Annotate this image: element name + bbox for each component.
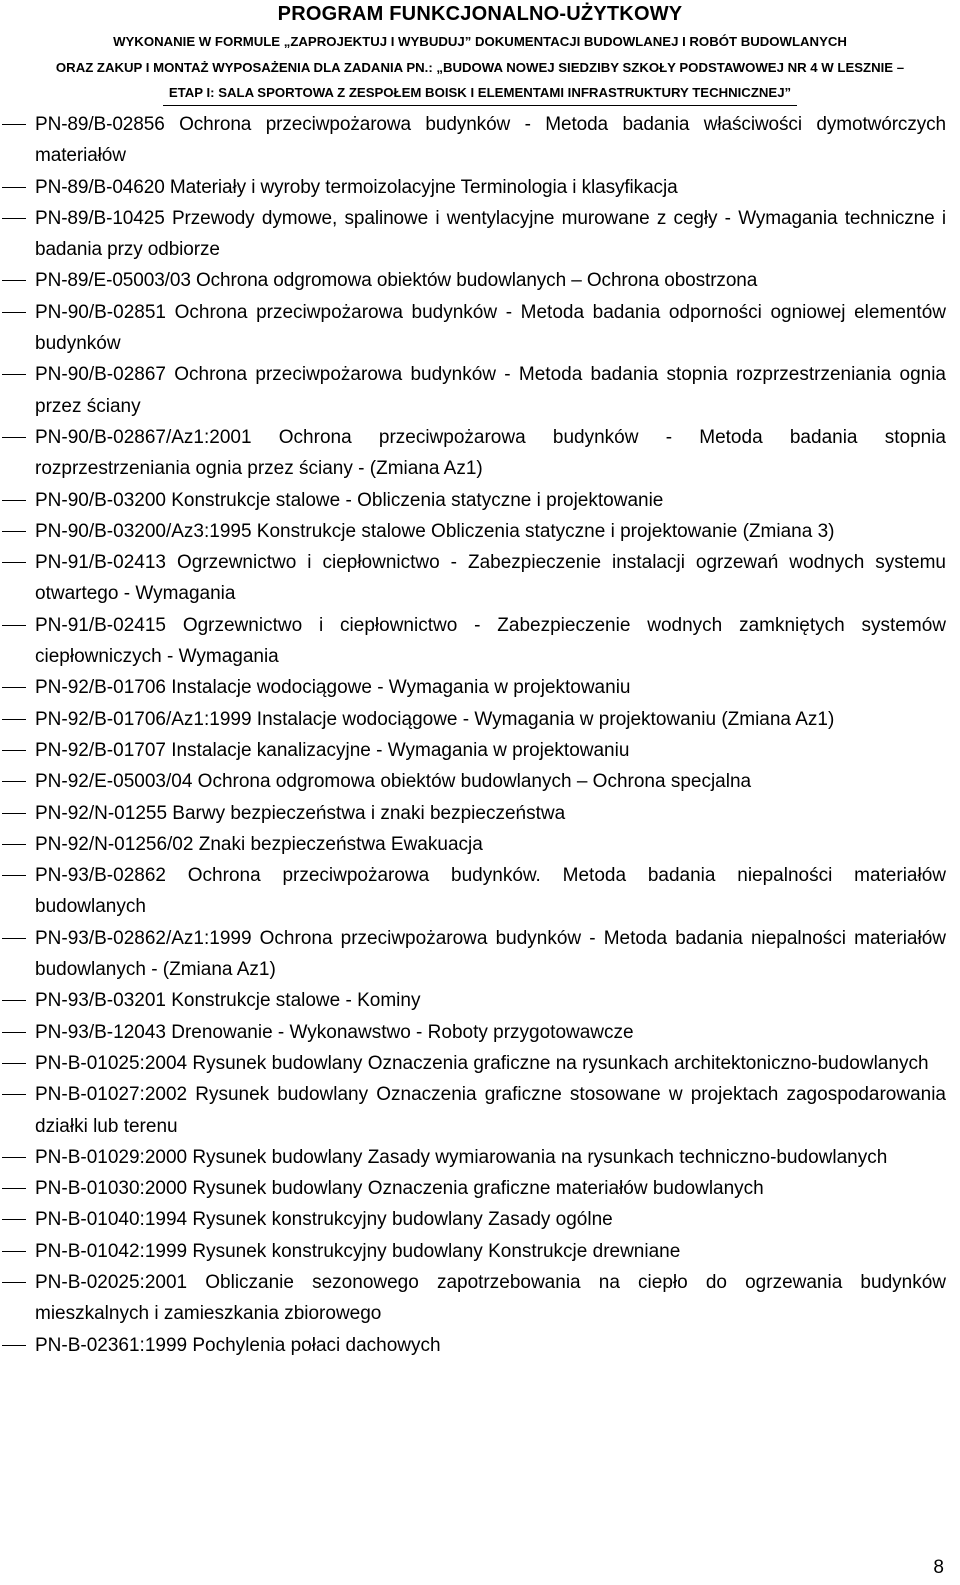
dash-bullet [2,1345,26,1346]
list-item-text: PN-92/B-01707 Instalacje kanalizacyjne - Wymagania w projektowaniu [35,739,630,761]
dash-bullet [2,938,26,939]
list-item-text: PN-B-01025:2004 Rysunek budowlany Oznaczenia graficzne na rysunkach architektoniczno-budowlanych [35,1052,929,1074]
list-item-text: PN-93/B-03201 Konstrukcje stalowe - Kominy [35,990,421,1012]
list-item-text: PN-B-01030:2000 Rysunek budowlany Oznaczenia graficzne materiałów budowlanych [35,1178,764,1200]
dash-bullet [2,1157,26,1158]
list-item-text: PN-B-01042:1999 Rysunek konstrukcyjny budowlany Konstrukcje drewniane [35,1240,681,1262]
list-item [0,704,960,735]
list-item [0,735,960,766]
dash-bullet [2,687,26,688]
list-item-text: PN-93/B-02862/Az1:1999 Ochrona przeciwpożarowa budynków - Metoda badania niepalności materiałów budowlanych - (Zmiana Az1) [35,927,946,981]
list-item [0,1330,960,1361]
list-item [0,766,960,797]
list-item-text: PN-90/B-02867 Ochrona przeciwpożarowa budynków - Metoda badania stopnia rozprzestrzeniania ognia przez ściany [35,364,946,417]
dash-bullet [2,124,26,125]
list-item-text: PN-90/B-02867/Az1:2001 Ochrona przeciwpożarowa budynków - Metoda badania stopnia rozprzestrzeniania ognia przez ściany - (Zmiana Az1) [35,426,946,480]
list-item-text: PN-93/B-12043 Drenowanie - Wykonawstwo - Roboty przygotowawcze [35,1021,634,1043]
list-item [0,265,960,296]
dash-bullet [2,531,26,532]
dash-bullet [2,500,26,501]
list-item [0,798,960,829]
dash-bullet [2,1094,26,1095]
dash-bullet [2,750,26,751]
list-item [0,829,960,860]
document-title: PROGRAM FUNKCJONALNO-UŻYTKOWY [277,3,683,25]
header-line-2: ORAZ ZAKUP I MONTAŻ WYPOSAŻENIA DLA ZADANIA PN.: „BUDOWA NOWEJ SIEDZIBY SZKOŁY PODSTAWOWEJ NR 4 W LESZNIE – [55,60,905,75]
list-item-text: PN-92/B-01706/Az1:1999 Instalacje wodociągowe - Wymagania w projektowaniu (Zmiana Az1) [35,708,835,730]
dash-bullet [2,1000,26,1001]
dash-bullet [2,374,26,375]
list-item [0,1079,960,1142]
list-item-text: PN-90/B-03200 Konstrukcje stalowe - Obliczenia statyczne i projektowanie [35,489,664,511]
dash-bullet [2,844,26,845]
list-item-text: PN-91/B-02413 Ogrzewnictwo i ciepłownictwo - Zabezpieczenie instalacji ogrzewań wodnych systemu otwartego - Wymagania [35,552,946,605]
dash-bullet [2,1188,26,1189]
list-item-text: PN-92/B-01706 Instalacje wodociągowe - Wymagania w projektowaniu [35,677,631,699]
header-line-1: WYKONANIE W FORMULE „ZAPROJEKTUJ I WYBUDUJ” DOKUMENTACJI BUDOWLANEJ I ROBÓT BUDOWLANYCH [113,34,847,49]
dash-bullet [2,1219,26,1220]
dash-bullet [2,719,26,720]
list-item [0,1173,960,1204]
list-item [0,172,960,203]
list-item [0,109,960,172]
list-item-text: PN-92/N-01255 Barwy bezpieczeństwa i znaki bezpieczeństwa [35,802,566,824]
dash-bullet [2,813,26,814]
header-line-3: ETAP I: SALA SPORTOWA Z ZESPOŁEM BOISK I ELEMENTAMI INFRASTRUKTURY TECHNICZNEJ” [163,81,797,106]
list-item [0,359,960,422]
list-item-text: PN-B-01027:2002 Rysunek budowlany Oznaczenia graficzne stosowane w projektach zagospodarowania działki lub terenu [35,1084,946,1137]
list-item-text: PN-B-01029:2000 Rysunek budowlany Zasady wymiarowania na rysunkach techniczno-budowlanych [35,1146,888,1168]
page-number: 8 [933,1557,944,1578]
list-item-text: PN-B-02025:2001 Obliczanie sezonowego zapotrzebowania na ciepło do ogrzewania budynków mieszkalnych i zamieszkania zbiorowego [35,1271,946,1325]
dash-bullet [2,218,26,219]
list-item-text: PN-93/B-02862 Ochrona przeciwpożarowa budynków. Metoda badania niepalności materiałów budowlanych [35,865,946,918]
list-item [0,1236,960,1267]
list-item [0,485,960,516]
list-item [0,672,960,703]
list-item-text: PN-B-01040:1994 Rysunek konstrukcyjny budowlany Zasady ogólne [35,1209,613,1231]
list-item-text: PN-91/B-02415 Ogrzewnictwo i ciepłownictwo - Zabezpieczenie wodnych zamkniętych systemów ciepłowniczych - Wymagania [35,614,946,668]
list-item-text: PN-92/E-05003/04 Ochrona odgromowa obiektów budowlanych – Ochrona specjalna [35,771,752,793]
standards-list [0,109,960,1361]
dash-bullet [2,781,26,782]
dash-bullet [2,1282,26,1283]
list-item-text: PN-89/E-05003/03 Ochrona odgromowa obiektów budowlanych – Ochrona obostrzona [35,270,758,292]
list-item-text: PN-90/B-03200/Az3:1995 Konstrukcje stalowe Obliczenia statyczne i projektowanie (Zmiana 3) [35,520,835,542]
dash-bullet [2,280,26,281]
list-item [0,1048,960,1079]
dash-bullet [2,562,26,563]
dash-bullet [2,625,26,626]
list-item-text: PN-89/B-10425 Przewody dymowe, spalinowe i wentylacyjne murowane z cegły - Wymagania techniczne i badania przy odbiorze [35,207,946,261]
list-item-text: PN-92/N-01256/02 Znaki bezpieczeństwa Ewakuacja [35,833,483,855]
dash-bullet [2,437,26,438]
list-item [0,547,960,610]
dash-bullet [2,1063,26,1064]
list-item-text: PN-90/B-02851 Ochrona przeciwpożarowa budynków - Metoda badania odporności ogniowej elementów budynków [35,301,946,355]
list-item-text: PN-89/B-04620 Materiały i wyroby termoizolacyjne Terminologia i klasyfikacja [35,176,678,198]
dash-bullet [2,187,26,188]
list-item [0,860,960,923]
list-item [0,985,960,1016]
dash-bullet [2,312,26,313]
list-item [0,1017,960,1048]
list-item-text: PN-89/B-02856 Ochrona przeciwpożarowa budynków - Metoda badania właściwości dymotwórczych materiałów [35,114,946,167]
list-item [0,610,960,673]
list-item [0,203,960,266]
dash-bullet [2,875,26,876]
list-item [0,1142,960,1173]
list-item [0,297,960,360]
document-header [0,0,960,106]
list-item [0,516,960,547]
list-item [0,1204,960,1235]
list-item [0,1267,960,1330]
list-item-text: PN-B-02361:1999 Pochylenia połaci dachowych [35,1334,441,1356]
list-item [0,422,960,485]
list-item [0,923,960,986]
dash-bullet [2,1032,26,1033]
dash-bullet [2,1251,26,1252]
